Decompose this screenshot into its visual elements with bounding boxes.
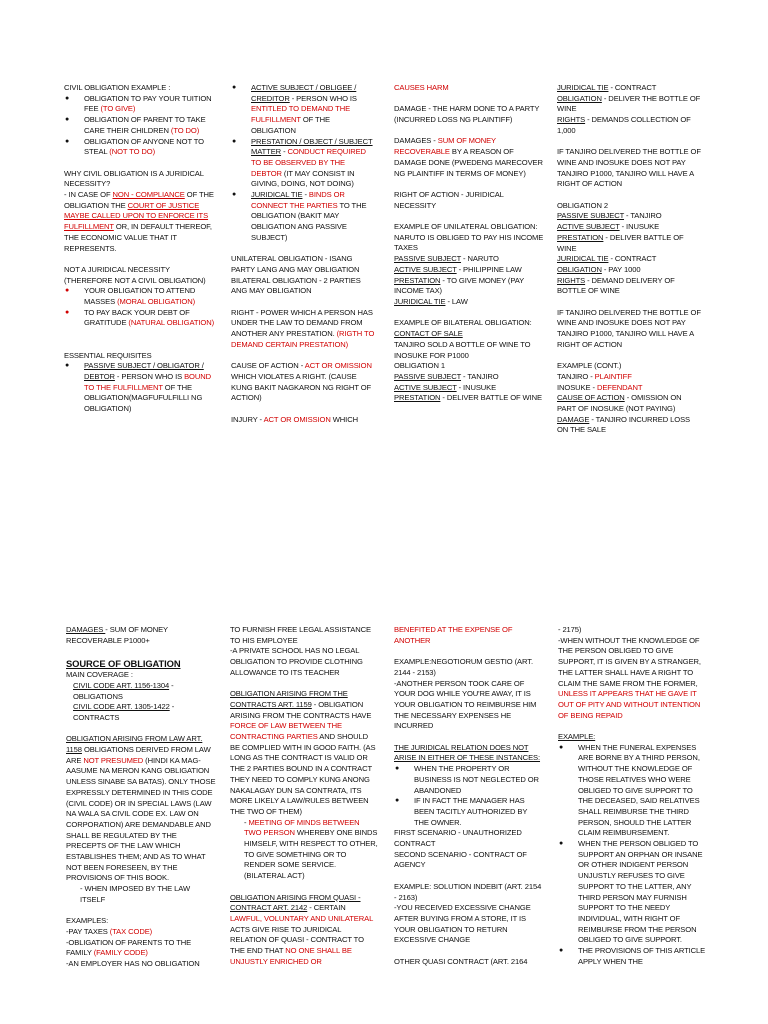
text-run: PRESTATION / OBJECT / SUBJECT MATTER	[251, 136, 373, 157]
text-run: RIGHT OF ACTION - JURIDICAL NECESSITY	[394, 189, 504, 210]
text-run: EXAMPLES:	[66, 916, 109, 926]
text-line	[557, 94, 702, 115]
text-run: (RIGTH TO DEMAND CERTAIN PRESTATION)	[231, 329, 375, 349]
page2-column-1	[66, 625, 216, 970]
text-line	[230, 689, 378, 817]
text-run: CIVIL OBLIGATION EXAMPLE :	[64, 83, 171, 92]
text-run: (MORAL OBLIGATION)	[117, 297, 196, 307]
spacer	[64, 329, 216, 340]
text-run: ACTIVE SUBJECT	[394, 264, 457, 274]
spacer	[66, 906, 216, 917]
text-run: - 2175)	[558, 625, 582, 634]
text-line	[557, 115, 702, 136]
text-line	[394, 743, 542, 764]
text-run: MEETING OF MINDS BETWEEN TWO PERSON	[244, 817, 360, 838]
text-run: CAUSES HARM	[394, 83, 449, 92]
text-run: DAMAGE	[557, 414, 590, 424]
spacer	[394, 179, 544, 190]
text-run: ACTIVE SUBJECT / OBLIGEE / CREDITOR	[251, 83, 357, 103]
text-line	[394, 297, 544, 308]
text-run: WHEREBY ONE BINDS HIMSELF, WITH RESPECT TO OTHER, TO GIVE SOMETHING OR TO RENDER SOME SERVICE. (BILATERAL ACT)	[244, 828, 378, 881]
text-run: (TAX CODE)	[109, 926, 153, 936]
bullet-item	[64, 361, 216, 415]
text-line	[557, 211, 702, 222]
text-run: -PAY TAXES	[66, 926, 110, 936]
spacer	[557, 297, 702, 308]
spacer	[394, 646, 542, 657]
text-line	[394, 340, 544, 361]
text-run: JURIDICAL TIE	[557, 83, 609, 92]
text-run: - SUM OF MONEY RECOVERABLE P1000+	[66, 625, 168, 645]
page2-column-2	[230, 625, 378, 967]
text-run: -ANOTHER PERSON TOOK CARE OF YOUR DOG WHILE YOU'RE AWAY, IT IS YOUR OBLIGATION TO REIMBURSE HIM THE NECESSARY EXPENSES HE INCURRED	[394, 678, 537, 731]
text-run: TO THE OBLIGATION (BAKIT MAY OBLIGATION ANG PASSIVE SUBJECT)	[251, 200, 367, 242]
bullet-item	[558, 743, 708, 839]
document-page-2	[0, 512, 768, 1024]
text-line	[394, 393, 544, 404]
text-line	[64, 351, 216, 362]
text-run: TO FURNISH FREE LEGAL ASSISTANCE TO HIS EMPLOYEE	[230, 625, 371, 645]
text-run: PASSIVE SUBJECT / OBLIGATOR / DEBTOR	[84, 361, 204, 381]
text-run: (FAMILY CODE)	[93, 948, 148, 958]
text-run: WHY CIVIL OBLIGATION IS A JURIDICAL NECESSITY?	[64, 168, 204, 189]
spacer	[557, 190, 702, 201]
text-run: -OBLIGATION OF PARENTS TO THE FAMILY	[66, 937, 192, 958]
text-run: CONTACT OF SALE	[394, 329, 463, 339]
text-run: IF IN FACT THE MANAGER HAS BEEN TACITLY AUTHORIZED BY THE OWNER.	[414, 796, 528, 827]
text-line	[557, 201, 702, 212]
text-run: OBLIGATION 1	[394, 361, 445, 371]
text-run: CONDUCT REQUIRED TO BE OBSERVED BY THE DEBTOR	[251, 147, 366, 178]
text-line	[66, 734, 216, 884]
text-run: WHICH	[330, 414, 358, 424]
text-run: PASSIVE SUBJECT	[557, 211, 625, 221]
text-run: DAMAGE - THE HARM DONE TO A PARTY (INCURRED LOSS NG PLAINTIFF)	[394, 104, 540, 125]
text-run: (IT MAY CONSIST IN GIVING, DOING, NOT DOING)	[251, 168, 355, 189]
spacer	[64, 340, 216, 351]
text-run: ACTIVE SUBJECT	[557, 222, 620, 232]
text-run: BY A REASON OF DAMAGE DONE (PWEDENG MARECOVER NG PLAINTIFF IN TERMS OF MONEY)	[394, 147, 543, 178]
text-run: -	[302, 190, 309, 200]
text-line	[231, 254, 376, 275]
text-run: - IN CASE OF	[64, 190, 113, 200]
text-line	[64, 190, 216, 254]
text-run: - INUSUKE	[619, 222, 660, 232]
text-run: NARUTO IS OBLIGED TO PAY HIS INCOME TAXES	[394, 232, 544, 253]
text-run: EXAMPLE: SOLUTION INDEBIT (ART. 2154 - 2163)	[394, 881, 542, 902]
text-line	[64, 265, 216, 286]
text-run: -WHEN WITHOUT THE KNOWLEDGE OF THE PERSON OBLIGED TO GIVE SUPPORT, IT IS GIVEN BY A STRANGER, THE LATTER SHALL HAVE A RIGHT TO CLAIM THE SAME FROM THE FORMER,	[558, 635, 701, 688]
text-run: JURIDICAL TIE	[557, 254, 609, 264]
text-run: THE JURIDICAL RELATION DOES NOT ARISE IN EITHER OF THESE INSTANCES:	[394, 742, 541, 763]
text-run: FORCE OF LAW BETWEEN THE CONTRACTING PARTIES	[230, 721, 342, 742]
text-run: - OBLIGATIONS	[73, 680, 174, 701]
text-run: (NATURAL OBLIGATION)	[128, 318, 215, 328]
text-run: - DELIVER THE BOTTLE OF WINE	[557, 93, 701, 114]
text-line	[64, 169, 216, 190]
text-run: (TO DO)	[170, 125, 200, 135]
spacer	[230, 679, 378, 690]
text-run: - DEMAND DELIVERY OF BOTTLE OF WINE	[557, 275, 675, 296]
text-line	[231, 308, 376, 351]
text-run: TANJIRO SOLD A BOTTLE OF WINE TO INOSUKE FOR P1000	[394, 339, 531, 360]
text-run: (TO GIVE)	[100, 104, 136, 114]
spacer	[394, 126, 544, 137]
text-run: RIGHTS	[557, 115, 586, 125]
text-run: MAIN COVERAGE :	[66, 670, 133, 680]
text-line	[66, 916, 216, 927]
text-run: NO ONE SHALL BE UNJUSTLY ENRICHED OR	[230, 946, 352, 966]
text-line	[231, 415, 376, 426]
text-run: CAUSE OF ACTION	[557, 393, 625, 403]
spacer	[231, 297, 376, 308]
text-run: OBLIGATION	[557, 264, 602, 274]
text-run: BINDS OR CONNECT THE PARTIES	[251, 190, 345, 210]
text-run: -	[281, 147, 288, 157]
text-run: - CONTRACT	[608, 254, 657, 264]
text-run: CAUSE OF ACTION -	[231, 361, 305, 371]
text-run: OBLIGATION	[557, 93, 602, 103]
text-run: - NARUTO	[461, 254, 499, 264]
spacer	[66, 724, 216, 735]
spacer	[231, 404, 376, 415]
text-run: EXAMPLE OF UNILATERAL OBLIGATION:	[394, 222, 538, 232]
text-line	[394, 104, 544, 125]
text-run: PRESTATION	[394, 275, 441, 285]
text-line	[394, 383, 544, 394]
text-run: OBLIGATION TO PAY YOUR TUITION FEE	[84, 93, 212, 114]
text-run: -	[244, 817, 249, 827]
text-line	[557, 308, 702, 351]
text-run: CIVIL CODE ART. 1305-1422	[73, 702, 170, 712]
text-line	[558, 636, 708, 722]
text-run: - PAY 1000	[601, 264, 641, 274]
text-run: OBLIGATION ARISING FROM THE CONTRACTS ART. 1159	[230, 689, 348, 709]
text-run: - PERSON WHO IS	[289, 93, 357, 103]
text-line	[394, 329, 544, 340]
text-run: - CONTRACTS	[73, 702, 175, 722]
text-line	[394, 828, 542, 849]
text-run: - LAW	[445, 297, 468, 306]
spacer	[557, 137, 702, 148]
text-run: (NOT TO DO)	[109, 147, 156, 157]
text-run: - DELIVER BATTLE OF WINE	[557, 232, 684, 253]
text-run: OF THE OBLIGATION(MAGFUFULFILLI NG OBLIGATION)	[84, 382, 203, 414]
text-run: - OBLIGATION ARISING FROM THE CONTRACTS HAVE	[230, 699, 372, 720]
bullet-item	[64, 115, 216, 136]
text-run: WHEN THE FUNERAL EXPENSES ARE BORNE BY A THIRD PERSON, WITHOUT THE KNOWLEDGE OF THOSE RELATIVES WHO WERE OBLIGED TO GIVE SUPPORT TO THE DECEASED, SAID RELATIVES SHALL REIMBURSE THE THIRD PERSON, SHOULD THE LATTER CLAIM REIMBURSEMENT.	[578, 742, 700, 838]
text-run: WHICH VIOLATES A RIGHT. (CAUSE KUNG BAKIT NAGKARON NG RIGHT OF ACTION)	[231, 371, 372, 403]
text-run: FIRST SCENARIO - UNAUTHORIZED CONTRACT	[394, 828, 522, 849]
text-run: - PERSON WHO IS	[114, 371, 185, 381]
text-run: OBLIGATION OF PARENT TO TAKE CARE THEIR CHILDREN	[84, 115, 206, 135]
text-run: IF TANJIRO DELIVERED THE BOTTLE OF WINE AND INOSUKE DOES NOT PAY TANJIRO P1000, TANJIRO WILL HAVE A RIGHT OF ACTION	[557, 307, 701, 349]
text-run: BILATERAL OBLIGATION - 2 PARTIES ANG MAY OBLIGATION	[231, 275, 361, 296]
page2-column-3	[394, 625, 542, 967]
text-run: OR, IN DEFAULT THEREOF, THE ECONOMIC VALUE THAT IT REPRESENTS.	[64, 222, 212, 253]
text-run: DAMAGES	[66, 625, 106, 634]
page1-column-3	[394, 83, 544, 404]
text-run: SOURCE OF OBLIGATION	[66, 658, 181, 670]
text-line	[394, 372, 544, 383]
text-run: - TANJIRO	[461, 371, 499, 381]
text-run: - INUSUKE	[456, 382, 497, 392]
text-run: YOUR OBLIGATION TO ATTEND MASSES	[84, 286, 196, 307]
text-run: PLAINTIFF	[594, 371, 632, 381]
page1-column-2	[231, 83, 376, 425]
text-run: NOT A JURIDICAL NECESSITY (THEREFORE NOT A CIVIL OBLIGATION)	[64, 264, 206, 285]
text-run: EXAMPLE:NEGOTIORUM GESTIO (ART. 2144 - 2153)	[394, 657, 533, 677]
text-run: OBLIGATION ARISING FROM LAW ART. 1158	[66, 734, 203, 754]
text-line	[394, 903, 542, 946]
text-run: PRESTATION	[394, 393, 441, 403]
text-run: OF THE OBLIGATION	[251, 115, 330, 135]
text-line	[394, 222, 544, 233]
text-run: OBLIGATIONS DERIVED FROM LAW ARE	[66, 745, 211, 765]
text-run: ACTS GIVE RISE TO JURIDICAL RELATION OF QUASI - CONTRACT TO THE END THAT	[230, 924, 364, 956]
text-line	[394, 136, 544, 179]
text-line	[557, 222, 702, 233]
bullet-item	[64, 308, 216, 329]
text-line	[557, 372, 702, 383]
text-run: EXAMPLE (CONT.)	[557, 361, 622, 371]
text-run: AND SHOULD BE COMPLIED WITH IN GOOD FAITH. (AS LONG AS THE CONTRACT IS VALID OR THE 2 PARTIES BOUND IN A CONTRACT THEY NEED TO COMPLY KUNG ANONG NAKALAGAY DUN SA CONTRATA, ITS MORE LIKELY A LAW/RULES BETWEEN THE TWO OF THEM)	[230, 732, 376, 816]
spacer	[230, 882, 378, 893]
text-line	[557, 415, 702, 436]
text-line	[394, 265, 544, 276]
text-run: BOUND TO THE FULFILLMENT	[84, 371, 212, 392]
text-line	[64, 83, 216, 94]
text-run: EXAMPLE OF BILATERAL OBLIGATION:	[394, 318, 532, 328]
bullet-item	[231, 83, 376, 137]
bullet-item	[64, 137, 216, 158]
text-run: INOSUKE -	[557, 382, 597, 392]
text-run: ACT OR OMISSION	[263, 414, 331, 424]
text-run: WHEN THE PERSON OBLIGED TO SUPPORT AN ORPHAN OR INSANE OR OTHER INDIGENT PERSON UNJUSTLY REFUSES TO GIVE SUPPORT TO THE LATTER, ANY THIRD PERSON MAY FURNISH SUPPORT TO THE NEEDY INDIVIDUAL, WITH RIGHT OF REIMBURSE FROM THE PERSON OBLIGED TO GIVE SUPPORT.	[578, 839, 703, 945]
text-line	[66, 625, 216, 646]
text-line	[66, 927, 216, 938]
text-line	[394, 850, 542, 871]
text-run: - TO GIVE MONEY (PAY INCOME TAX)	[394, 275, 524, 296]
indented-line	[66, 681, 216, 702]
text-run: - WHEN IMPOSED BY THE LAW ITSELF	[80, 884, 191, 904]
text-line	[557, 83, 702, 94]
page1-column-4	[557, 83, 702, 436]
text-line	[557, 254, 702, 265]
text-run: INJURY -	[231, 414, 264, 424]
text-run: JURIDICAL TIE	[251, 190, 303, 200]
text-run: PASSIVE SUBJECT	[394, 371, 462, 381]
text-run: UNLESS IT APPEARS THAT HE GAVE IT OUT OF PITY AND WITHOUT INTENTION OF BEING REPAID	[558, 689, 701, 720]
text-run: ENTITLED TO DEMAND THE FULFILLMENT	[251, 104, 351, 125]
text-run: RIGHTS	[557, 275, 586, 285]
spacer	[64, 158, 216, 169]
text-run: -AN EMPLOYER HAS NO OBLIGATION	[66, 959, 200, 969]
bullet-item	[394, 796, 542, 828]
text-run: ACTIVE SUBJECT	[394, 382, 457, 392]
indented-line	[230, 818, 378, 882]
text-line	[394, 276, 544, 297]
text-run: BENEFITED AT THE EXPENSE OF ANOTHER	[394, 625, 513, 645]
text-run: DAMAGES -	[394, 136, 438, 146]
page2-column-4	[558, 625, 708, 967]
text-line	[558, 732, 708, 743]
text-run: IF TANJIRO DELIVERED THE BOTTLE OF WINE AND INOSUKE DOES NOT PAY TANJIRO P1000, TANJIRO WILL HAVE A RIGHT OF ACTION	[557, 147, 701, 189]
bullet-item	[394, 764, 542, 796]
text-line	[394, 882, 542, 903]
bullet-item	[231, 190, 376, 244]
spacer	[231, 244, 376, 255]
text-line	[394, 318, 544, 329]
bullet-item	[231, 137, 376, 191]
text-line	[230, 625, 378, 646]
text-run: EXAMPLE:	[558, 732, 596, 742]
text-run: (HINDI KA MAG-AASUME NA MERON KANG OBLIGATION UNLESS SINABE SA BATAS). ONLY THOSE EXPRESSLY DETERMINED IN THIS CODE (CIVIL CODE) OR IN SPECIAL LAWS (LAW NA WALA SA CIVIL CODE EX. LAW ON CORPORATION) ARE DEMANDABLE AND SHALL BE REGULATED BY THE PRECEPTS OF THE LAW WHICH ESTABLISHES THEM; AND AS TO WHAT NOT BEEN FORESEEN, BY THE PROVISIONS OF THIS BOOK.	[66, 755, 216, 883]
spacer	[231, 351, 376, 362]
text-run: COURT OF JUSTICE MAYBE CALLED UPON TO ENFORCE ITS FULFILLMENT	[64, 200, 209, 232]
text-line	[394, 625, 542, 646]
text-run: LAWFUL, VOLUNTARY AND UNILATERAL	[230, 913, 373, 923]
text-line	[394, 957, 542, 968]
page1-column-1	[64, 83, 216, 415]
bullet-item	[558, 946, 708, 967]
spacer	[66, 646, 216, 657]
text-run: ACT OR OMISSION	[304, 361, 372, 371]
text-line	[394, 254, 544, 265]
text-run: OTHER QUASI CONTRACT (ART. 2164	[394, 956, 528, 966]
text-line	[557, 233, 702, 254]
text-run: JURIDICAL TIE	[394, 297, 446, 306]
text-run: OBLIGATION 2	[557, 200, 608, 210]
text-run: -YOU RECEIVED EXCESSIVE CHANGE AFTER BUYING FROM A STORE, IT IS YOUR OBLIGATION TO RETURN EXCESSIVE CHANGE	[394, 903, 531, 945]
bullet-item	[64, 94, 216, 115]
section-heading	[66, 657, 216, 670]
text-line	[557, 383, 702, 394]
text-run: THE PROVISIONS OF THIS ARTICLE APPLY WHEN THE	[578, 946, 706, 966]
spacer	[394, 94, 544, 105]
text-run: WHEN THE PROPERTY OR BUSINESS IS NOT NEGLECTED OR ABANDONED	[414, 764, 539, 795]
text-run: SUM OF MONEY RECOVERABLE	[394, 136, 496, 157]
spacer	[394, 211, 544, 222]
text-line	[66, 670, 216, 681]
text-run: ESSENTIAL REQUISITES	[64, 350, 152, 360]
text-line	[394, 83, 544, 94]
text-line	[66, 938, 216, 959]
indented-line	[66, 884, 216, 905]
text-run: TANJIRO -	[557, 371, 595, 381]
text-run: NON - COMPLIANCE	[112, 190, 185, 200]
text-line	[230, 646, 378, 678]
text-line	[231, 361, 376, 404]
text-line	[557, 147, 702, 190]
text-run: -A PRIVATE SCHOOL HAS NO LEGAL OBLIGATION TO PROVIDE CLOTHING ALLOWANCE TO ITS TEACHER	[230, 646, 363, 677]
text-run: CIVIL CODE ART. 1156-1304	[73, 680, 170, 690]
text-run: OF THE OBLIGATION THE	[64, 190, 214, 210]
text-line	[394, 657, 542, 678]
text-line	[558, 625, 708, 636]
text-run: - TANJIRO INCURRED LOSS ON THE SALE	[557, 414, 691, 435]
spacer	[394, 946, 542, 957]
text-line	[231, 276, 376, 297]
bullet-item	[64, 286, 216, 307]
text-run: - TANJIRO	[624, 211, 662, 221]
text-line	[66, 959, 216, 970]
text-run: RIGHT - POWER WHICH A PERSON HAS UNDER THE LAW TO DEMAND FROM ANOTHER ANY PRESTATION.	[231, 307, 373, 339]
spacer	[557, 351, 702, 362]
spacer	[394, 732, 542, 743]
text-line	[230, 893, 378, 968]
text-run: DEFENDANT	[596, 382, 643, 392]
spacer	[394, 308, 544, 319]
text-line	[394, 361, 544, 372]
bullet-item	[558, 839, 708, 946]
text-run: NOT PRESUMED	[83, 755, 144, 765]
text-line	[557, 361, 702, 372]
text-run: - CONTRACT	[608, 83, 657, 92]
text-run: OBLIGATION OF ANYONE NOT TO STEAL	[84, 136, 204, 157]
text-run: - DELIVER BATTLE OF WINE	[440, 393, 542, 403]
text-run: PRESTATION	[557, 232, 604, 242]
text-run: UNILATERAL OBLIGATION - ISANG PARTY LANG ANG MAY OBLIGATION	[231, 254, 360, 274]
spacer	[558, 721, 708, 732]
text-run: OBLIGATION ARISING FROM QUASI - CONTRACT ART. 2142	[230, 892, 361, 913]
text-line	[394, 679, 542, 733]
text-line	[394, 233, 544, 254]
text-line	[557, 393, 702, 414]
spacer	[64, 254, 216, 265]
text-line	[394, 190, 544, 211]
text-run: SECOND SCENARIO - CONTRACT OF AGENCY	[394, 849, 527, 870]
spacer	[394, 871, 542, 882]
text-run: PASSIVE SUBJECT	[394, 254, 462, 264]
text-run: - PHILIPPINE LAW	[456, 264, 522, 274]
text-line	[557, 265, 702, 276]
text-run: - OMISSION ON PART OF INOSUKE (NOT PAYING)	[557, 393, 682, 414]
text-run: - CERTAIN	[307, 903, 346, 913]
text-run: - DEMANDS COLLECTION OF 1,000	[557, 115, 691, 135]
text-line	[557, 276, 702, 297]
indented-line	[66, 702, 216, 723]
text-run: TO PAY BACK YOUR DEBT OF GRATITUDE	[84, 307, 190, 328]
